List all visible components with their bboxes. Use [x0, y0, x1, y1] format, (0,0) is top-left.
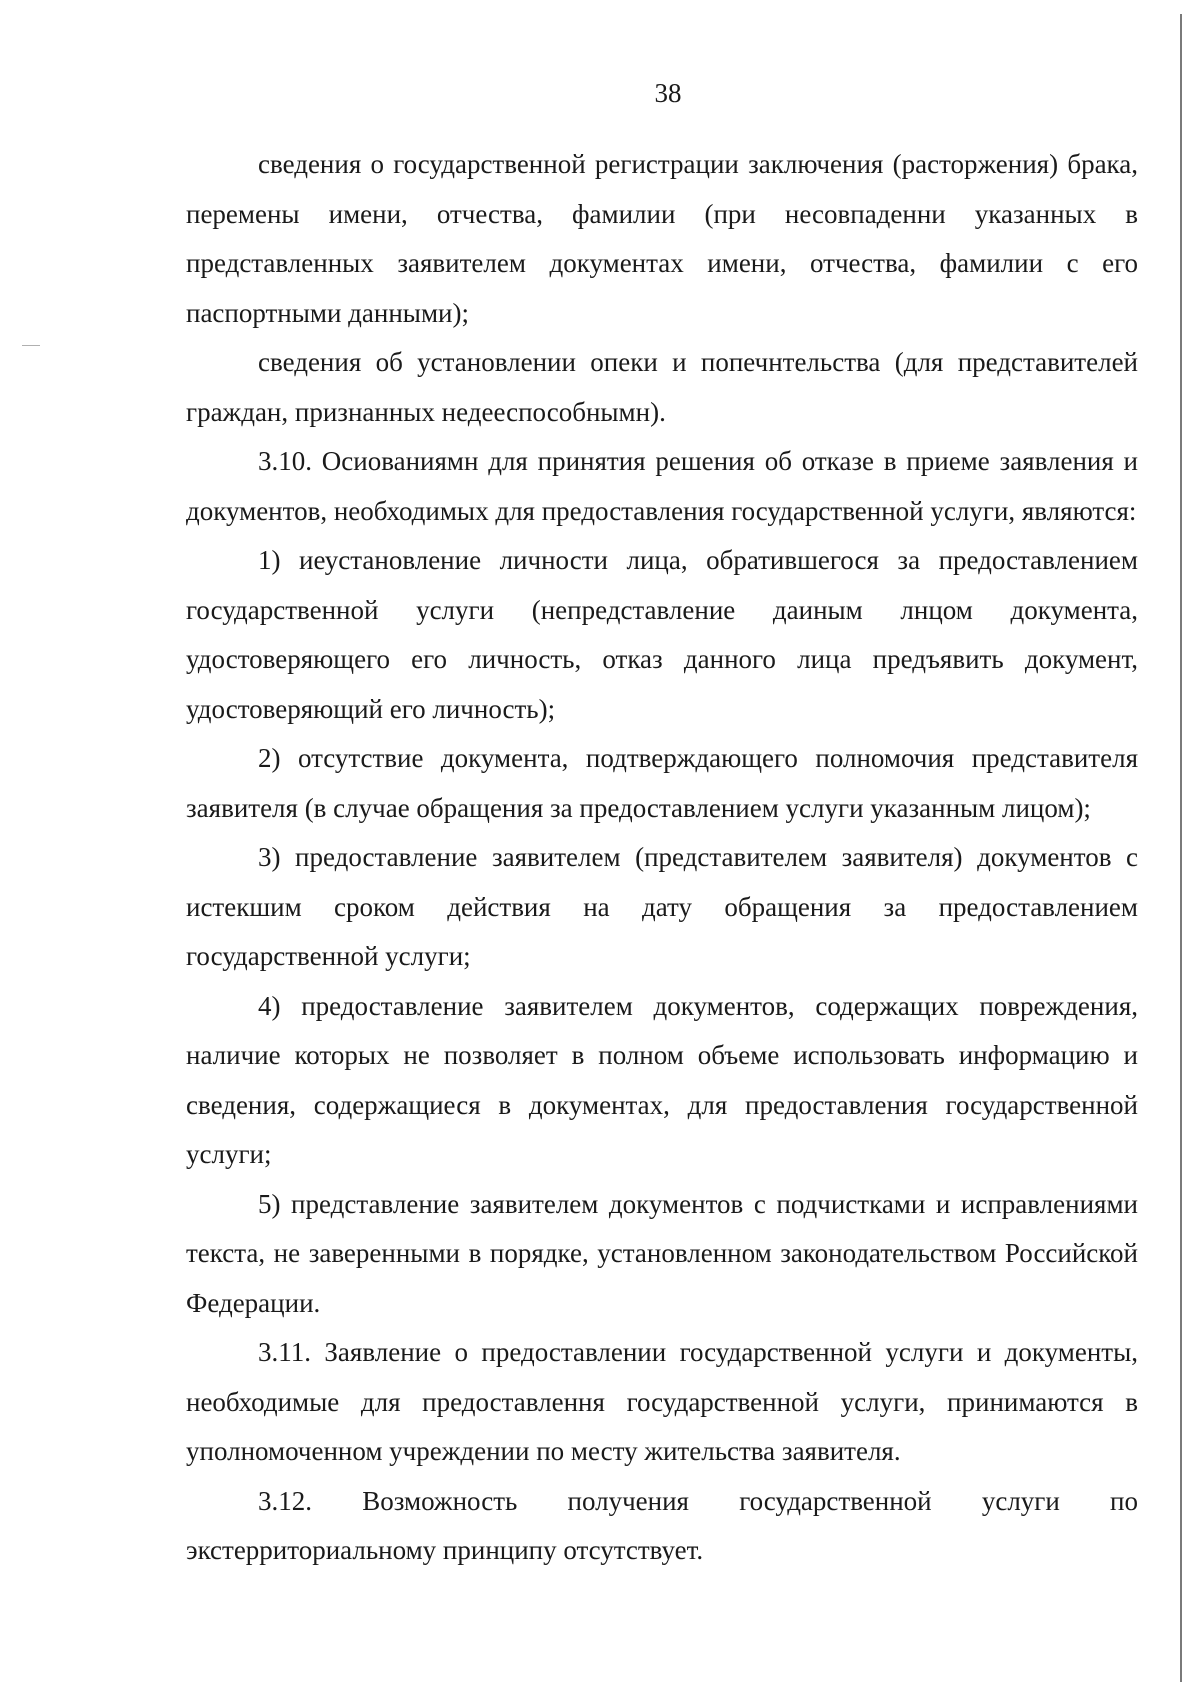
document-body: [186, 140, 1138, 1576]
list-item-5: 5) представление заявителем документов с подчистками и исправлениями текста, не заверенными в порядке, установленном законодательством Российской Федерации.: [186, 1188, 1138, 1318]
list-item-3: 3) предоставление заявителем (представителем заявителя) документов с истекшим сроком действия на дату обращения за предоставлением государственной услуги;: [186, 842, 1138, 971]
paragraph-marriage-records: сведения о государственной регистрации заключения (расторжения) брака, перемены имени, отчества, фамилии (при несовпаденни указанных в представленных заявителем документах имени, отчества, фамилии с его паспортными данными);: [186, 149, 1138, 328]
paragraph-3-10-refusal-grounds: 3.10. Осиованиямн для принятия решения об отказе в приеме заявления и документов, необходимых для предоставления государственной услуги, являются:: [186, 446, 1138, 526]
paragraph-3-12-extraterritorial: 3.12. Возможность получения государственной услуги по экстерриториальному принципу отсутствует.: [186, 1485, 1138, 1565]
list-item-1: 1) иеустановление личности лица, обратившегося за предоставлением государственной услуги (непредставление даиным лнцом документа, удостоверяющего его личность, отказ данного лица предъявить документ, удостоверяющий его личность);: [186, 545, 1138, 724]
list-item-4: 4) предоставление заявителем документов, содержащих повреждения, наличие которых не позволяет в полном объеме использовать информацию и сведения, содержащиеся в документах, для предоставления государственной услуги;: [186, 990, 1138, 1169]
paragraph-3-11-application: 3.11. Заявление о предоставлении государственной услуги и документы, необходимые для предоставлення государственной услуги, принимаются в уполномоченном учреждении по месту жительства заявителя.: [186, 1337, 1138, 1466]
list-item-2: 2) отсутствие документа, подтверждающего полномочия представителя заявителя (в случае обращения за предоставлением услуги указанным лицом);: [186, 743, 1138, 823]
paragraph-guardianship-records: сведения об установлении опеки и попечнтельства (для представителей граждан, признанных недееспособнымн).: [186, 347, 1138, 427]
page-edge-line: [1180, 14, 1182, 1682]
scan-artifact: [22, 345, 40, 346]
page-number: 38: [654, 78, 682, 108]
